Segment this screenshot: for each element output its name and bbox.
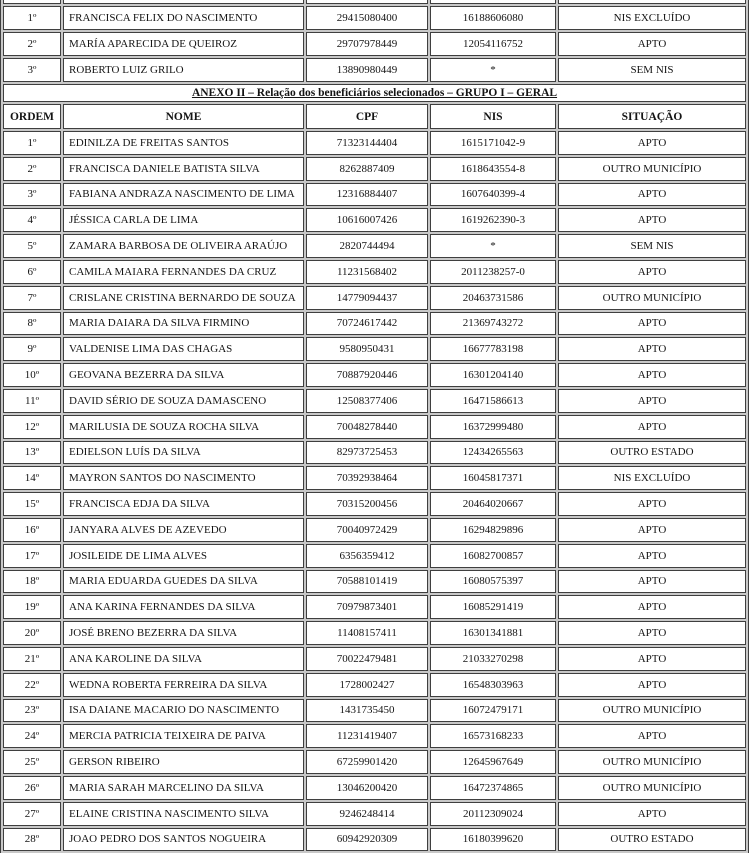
situacao-cell: APTO bbox=[558, 621, 746, 645]
cpf-cell: 70724617442 bbox=[306, 312, 428, 336]
column-header-situacao: SITUAÇÃO bbox=[558, 104, 746, 129]
ordem-cell: 3º bbox=[3, 183, 61, 207]
cpf-cell: 13046200420 bbox=[306, 776, 428, 800]
nis-cell: 16188606080 bbox=[430, 6, 556, 30]
situacao-cell: OUTRO MUNICÍPIO bbox=[558, 286, 746, 310]
ordem-cell: 28º bbox=[3, 828, 61, 852]
situacao-cell: SEM NIS bbox=[558, 58, 746, 82]
situacao-cell: OUTRO MUNICÍPIO bbox=[558, 157, 746, 181]
nome-cell: EDIELSON LUÍS DA SILVA bbox=[63, 441, 304, 465]
nome-cell: MERCIA PATRICIA TEIXEIRA DE PAIVA bbox=[63, 724, 304, 748]
nome-cell: VALDENISE LIMA DAS CHAGAS bbox=[63, 337, 304, 361]
nis-cell: 12645967649 bbox=[430, 750, 556, 774]
ordem-cell: 6º bbox=[3, 260, 61, 284]
nis-cell: 16294829896 bbox=[430, 518, 556, 542]
nis-cell: 16180399620 bbox=[430, 828, 556, 852]
nome-cell: MARILUSIA DE SOUZA ROCHA SILVA bbox=[63, 415, 304, 439]
section-title-cell bbox=[3, 84, 746, 102]
nis-cell: 21369743272 bbox=[430, 312, 556, 336]
nome-cell: CRISLANE CRISTINA BERNARDO DE SOUZA bbox=[63, 286, 304, 310]
ordem-cell: 19º bbox=[3, 595, 61, 619]
situacao-cell: APTO bbox=[558, 260, 746, 284]
clipped-situacao-cell bbox=[558, 0, 746, 4]
nis-cell: 12434265563 bbox=[430, 441, 556, 465]
table-row bbox=[3, 6, 746, 30]
nis-cell: 20463731586 bbox=[430, 286, 556, 310]
nis-cell: 1607640399-4 bbox=[430, 183, 556, 207]
ordem-cell: 17º bbox=[3, 544, 61, 568]
cpf-cell: 9580950431 bbox=[306, 337, 428, 361]
ordem-cell: 23º bbox=[3, 699, 61, 723]
nis-cell: 16082700857 bbox=[430, 544, 556, 568]
cpf-cell: 12316884407 bbox=[306, 183, 428, 207]
situacao-cell: APTO bbox=[558, 415, 746, 439]
nome-cell: CAMILA MAIARA FERNANDES DA CRUZ bbox=[63, 260, 304, 284]
clipped-nome-cell bbox=[63, 0, 304, 4]
situacao-cell: APTO bbox=[558, 312, 746, 336]
column-header-cpf: CPF bbox=[306, 104, 428, 129]
table-row bbox=[3, 724, 746, 748]
table-row bbox=[3, 286, 746, 310]
nis-cell: 16548303963 bbox=[430, 673, 556, 697]
nome-cell: GERSON RIBEIRO bbox=[63, 750, 304, 774]
table-row bbox=[3, 312, 746, 336]
nome-cell: JOAO PEDRO DOS SANTOS NOGUEIRA bbox=[63, 828, 304, 852]
nome-cell: MARÍA APARECIDA DE QUEIROZ bbox=[63, 32, 304, 56]
cpf-cell: 70048278440 bbox=[306, 415, 428, 439]
nis-cell: 16045817371 bbox=[430, 466, 556, 490]
table-body bbox=[3, 0, 746, 851]
situacao-cell: APTO bbox=[558, 32, 746, 56]
situacao-cell: APTO bbox=[558, 183, 746, 207]
situacao-cell: APTO bbox=[558, 131, 746, 155]
table-row bbox=[3, 621, 746, 645]
nome-cell: MAYRON SANTOS DO NASCIMENTO bbox=[63, 466, 304, 490]
section-title-row bbox=[3, 84, 746, 102]
cpf-cell: 6356359412 bbox=[306, 544, 428, 568]
nome-cell: JOSÉ BRENO BEZERRA DA SILVA bbox=[63, 621, 304, 645]
ordem-cell: 16º bbox=[3, 518, 61, 542]
cpf-cell: 70040972429 bbox=[306, 518, 428, 542]
column-header-ordem: ORDEM bbox=[3, 104, 61, 129]
ordem-cell: 1º bbox=[3, 6, 61, 30]
ordem-cell: 14º bbox=[3, 466, 61, 490]
nome-cell: ANA KAROLINE DA SILVA bbox=[63, 647, 304, 671]
cpf-cell: 70588101419 bbox=[306, 570, 428, 594]
situacao-cell: APTO bbox=[558, 724, 746, 748]
nis-cell: 16372999480 bbox=[430, 415, 556, 439]
ordem-cell: 25º bbox=[3, 750, 61, 774]
situacao-cell: APTO bbox=[558, 570, 746, 594]
ordem-cell: 10º bbox=[3, 363, 61, 387]
table-row bbox=[3, 58, 746, 82]
nome-cell: ISA DAIANE MACARIO DO NASCIMENTO bbox=[63, 699, 304, 723]
situacao-cell: APTO bbox=[558, 337, 746, 361]
nis-cell: 12054116752 bbox=[430, 32, 556, 56]
table-row bbox=[3, 389, 746, 413]
nis-cell: 20112309024 bbox=[430, 802, 556, 826]
nome-cell: JÉSSICA CARLA DE LIMA bbox=[63, 208, 304, 232]
clipped-ordem-cell bbox=[3, 0, 61, 4]
situacao-cell: APTO bbox=[558, 208, 746, 232]
ordem-cell: 21º bbox=[3, 647, 61, 671]
cpf-cell: 67259901420 bbox=[306, 750, 428, 774]
cpf-cell: 9246248414 bbox=[306, 802, 428, 826]
nis-cell: 16072479171 bbox=[430, 699, 556, 723]
cpf-cell: 1431735450 bbox=[306, 699, 428, 723]
table-row bbox=[3, 802, 746, 826]
situacao-cell: APTO bbox=[558, 518, 746, 542]
table-row bbox=[3, 131, 746, 155]
nome-cell: FABIANA ANDRAZA NASCIMENTO DE LIMA bbox=[63, 183, 304, 207]
ordem-cell: 8º bbox=[3, 312, 61, 336]
cpf-cell: 71323144404 bbox=[306, 131, 428, 155]
situacao-cell: OUTRO MUNICÍPIO bbox=[558, 699, 746, 723]
ordem-cell: 1º bbox=[3, 131, 61, 155]
nis-cell: * bbox=[430, 58, 556, 82]
ordem-cell: 18º bbox=[3, 570, 61, 594]
nome-cell: DAVID SÉRIO DE SOUZA DAMASCENO bbox=[63, 389, 304, 413]
situacao-cell: OUTRO MUNICÍPIO bbox=[558, 750, 746, 774]
nis-cell: 1615171042-9 bbox=[430, 131, 556, 155]
cpf-cell: 13890980449 bbox=[306, 58, 428, 82]
cpf-cell: 70979873401 bbox=[306, 595, 428, 619]
nis-cell: * bbox=[430, 234, 556, 258]
situacao-cell: APTO bbox=[558, 802, 746, 826]
nome-cell: ZAMARA BARBOSA DE OLIVEIRA ARAÚJO bbox=[63, 234, 304, 258]
nome-cell: FRANCISCA DANIELE BATISTA SILVA bbox=[63, 157, 304, 181]
situacao-cell: APTO bbox=[558, 363, 746, 387]
situacao-cell: OUTRO ESTADO bbox=[558, 441, 746, 465]
table-row bbox=[3, 518, 746, 542]
table-row bbox=[3, 32, 746, 56]
clipped-nis-cell bbox=[430, 0, 556, 4]
cpf-cell: 70392938464 bbox=[306, 466, 428, 490]
ordem-cell: 13º bbox=[3, 441, 61, 465]
situacao-cell: APTO bbox=[558, 389, 746, 413]
ordem-cell: 7º bbox=[3, 286, 61, 310]
nome-cell: ELAINE CRISTINA NASCIMENTO SILVA bbox=[63, 802, 304, 826]
ordem-cell: 27º bbox=[3, 802, 61, 826]
situacao-cell: APTO bbox=[558, 492, 746, 516]
nis-cell: 16301204140 bbox=[430, 363, 556, 387]
cpf-cell: 14779094437 bbox=[306, 286, 428, 310]
situacao-cell: NIS EXCLUÍDO bbox=[558, 6, 746, 30]
cpf-cell: 11231568402 bbox=[306, 260, 428, 284]
cpf-cell: 70315200456 bbox=[306, 492, 428, 516]
cpf-cell: 1728002427 bbox=[306, 673, 428, 697]
table-row bbox=[3, 570, 746, 594]
cpf-cell: 11408157411 bbox=[306, 621, 428, 645]
ordem-cell: 2º bbox=[3, 157, 61, 181]
nis-cell: 16471586613 bbox=[430, 389, 556, 413]
nis-cell: 16472374865 bbox=[430, 776, 556, 800]
nis-cell: 1618643554-8 bbox=[430, 157, 556, 181]
situacao-cell: APTO bbox=[558, 647, 746, 671]
ordem-cell: 22º bbox=[3, 673, 61, 697]
ordem-cell: 15º bbox=[3, 492, 61, 516]
nis-cell: 20464020667 bbox=[430, 492, 556, 516]
situacao-cell: APTO bbox=[558, 673, 746, 697]
table-row bbox=[3, 337, 746, 361]
cpf-cell: 60942920309 bbox=[306, 828, 428, 852]
situacao-cell: NIS EXCLUÍDO bbox=[558, 466, 746, 490]
nome-cell: JANYARA ALVES DE AZEVEDO bbox=[63, 518, 304, 542]
cpf-cell: 70887920446 bbox=[306, 363, 428, 387]
nis-cell: 16301341881 bbox=[430, 621, 556, 645]
table-row bbox=[3, 595, 746, 619]
column-header-nome: NOME bbox=[63, 104, 304, 129]
situacao-cell: OUTRO ESTADO bbox=[558, 828, 746, 852]
ordem-cell: 20º bbox=[3, 621, 61, 645]
table-row bbox=[3, 828, 746, 852]
table-row bbox=[3, 673, 746, 697]
nome-cell: GEOVANA BEZERRA DA SILVA bbox=[63, 363, 304, 387]
clipped-cpf-cell bbox=[306, 0, 428, 4]
nome-cell: JOSILEIDE DE LIMA ALVES bbox=[63, 544, 304, 568]
ordem-cell: 24º bbox=[3, 724, 61, 748]
nome-cell: FRANCISCA EDJA DA SILVA bbox=[63, 492, 304, 516]
cpf-cell: 29415080400 bbox=[306, 6, 428, 30]
column-header-row bbox=[3, 104, 746, 129]
table-row bbox=[3, 750, 746, 774]
table-row bbox=[3, 776, 746, 800]
section-title: ANEXO II – Relação dos beneficiários selecionados – GRUPO I – GERAL bbox=[191, 87, 558, 99]
nis-cell: 1619262390-3 bbox=[430, 208, 556, 232]
cpf-cell: 70022479481 bbox=[306, 647, 428, 671]
nome-cell: MARIA DAIARA DA SILVA FIRMINO bbox=[63, 312, 304, 336]
table-row bbox=[3, 544, 746, 568]
situacao-cell: SEM NIS bbox=[558, 234, 746, 258]
nis-cell: 2011238257-0 bbox=[430, 260, 556, 284]
nome-cell: MARIA SARAH MARCELINO DA SILVA bbox=[63, 776, 304, 800]
column-header-nis: NIS bbox=[430, 104, 556, 129]
cpf-cell: 12508377406 bbox=[306, 389, 428, 413]
nome-cell: ROBERTO LUIZ GRILO bbox=[63, 58, 304, 82]
table-row bbox=[3, 466, 746, 490]
ordem-cell: 2º bbox=[3, 32, 61, 56]
ordem-cell: 4º bbox=[3, 208, 61, 232]
table-row bbox=[3, 208, 746, 232]
table-row bbox=[3, 647, 746, 671]
nome-cell: ANA KARINA FERNANDES DA SILVA bbox=[63, 595, 304, 619]
nome-cell: WEDNA ROBERTA FERREIRA DA SILVA bbox=[63, 673, 304, 697]
table-row bbox=[3, 415, 746, 439]
table-row bbox=[3, 234, 746, 258]
nis-cell: 16677783198 bbox=[430, 337, 556, 361]
table-row bbox=[3, 492, 746, 516]
cpf-cell: 2820744494 bbox=[306, 234, 428, 258]
ordem-cell: 9º bbox=[3, 337, 61, 361]
ordem-cell: 5º bbox=[3, 234, 61, 258]
nis-cell: 16573168233 bbox=[430, 724, 556, 748]
clipped-row bbox=[3, 0, 746, 4]
ordem-cell: 26º bbox=[3, 776, 61, 800]
cpf-cell: 29707978449 bbox=[306, 32, 428, 56]
table-row bbox=[3, 157, 746, 181]
table-row bbox=[3, 363, 746, 387]
situacao-cell: APTO bbox=[558, 595, 746, 619]
ordem-cell: 12º bbox=[3, 415, 61, 439]
table-row bbox=[3, 260, 746, 284]
nome-cell: FRANCISCA FELIX DO NASCIMENTO bbox=[63, 6, 304, 30]
cpf-cell: 10616007426 bbox=[306, 208, 428, 232]
nome-cell: MARIA EDUARDA GUEDES DA SILVA bbox=[63, 570, 304, 594]
situacao-cell: OUTRO MUNICÍPIO bbox=[558, 776, 746, 800]
cpf-cell: 11231419407 bbox=[306, 724, 428, 748]
table-row bbox=[3, 441, 746, 465]
table-row bbox=[3, 183, 746, 207]
situacao-cell: APTO bbox=[558, 544, 746, 568]
nis-cell: 16080575397 bbox=[430, 570, 556, 594]
cpf-cell: 82973725453 bbox=[306, 441, 428, 465]
nome-cell: EDINILZA DE FREITAS SANTOS bbox=[63, 131, 304, 155]
ordem-cell: 11º bbox=[3, 389, 61, 413]
cpf-cell: 8262887409 bbox=[306, 157, 428, 181]
ordem-cell: 3º bbox=[3, 58, 61, 82]
table-row bbox=[3, 699, 746, 723]
nis-cell: 21033270298 bbox=[430, 647, 556, 671]
nis-cell: 16085291419 bbox=[430, 595, 556, 619]
